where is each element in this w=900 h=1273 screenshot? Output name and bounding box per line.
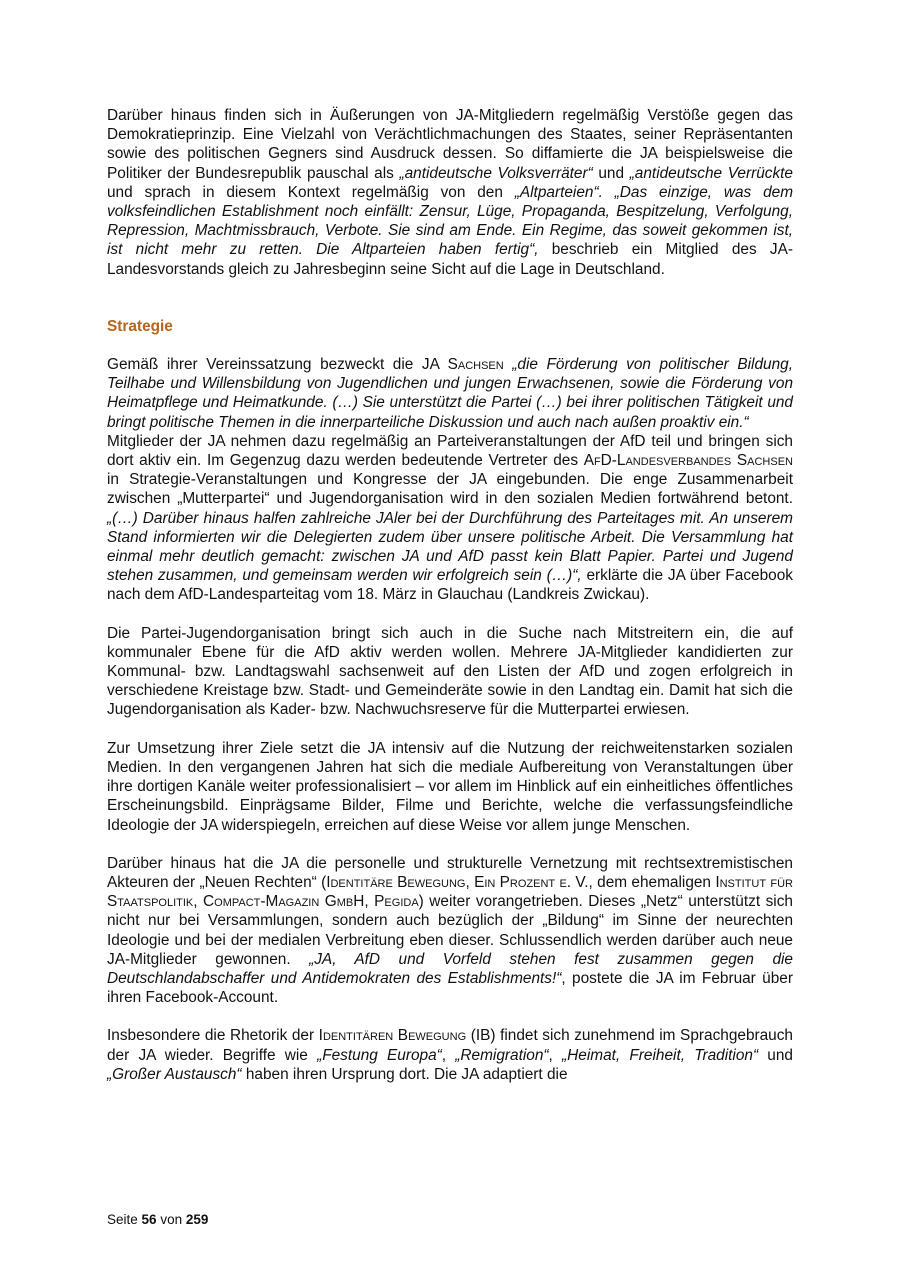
page-body (107, 106, 793, 1084)
paragraph-democracy: Darüber hinaus finden sich in Äußerungen von JA-Mitgliedern regelmäßig Verstöße gegen das Demokratieprinzip. Eine Vielzahl von Verächtlichmachungen des Staates, seiner Repräsentanten sowie des politischen Gegners sind Ausdruck dessen. So diffamierte die JA beispielsweise die Politiker der Bundesrepublik pauschal als „antideutsche Volksverräter“ und „antideutsche Verrückte und sprach in diesem Kontext regelmäßig von den „Altparteien“. „Das einzige, was dem volksfeindlichen Establishment noch einfällt: Zensur, Lüge, Propaganda, Bespitzelung, Verfolgung, Repression, Machtmissbrauch, Verbote. Sie sind am Ende. Ein Regime, das soweit gekommen ist, ist nicht mehr zu retten. Die Altparteien haben fertig“, beschrieb ein Mitglied des JA-Landesvorstands gleich zu Jahresbeginn seine Sicht auf die Lage in Deutschland. (107, 107, 794, 278)
page-number-footer: Seite 56 von 259 (107, 1212, 209, 1227)
total-page-count: 259 (185, 1212, 209, 1227)
paragraph-party-events: Mitglieder der JA nehmen dazu regelmäßig an Parteiveranstaltungen der AfD teil und bringen sich dort aktiv ein. Im Gegenzug dazu werden bedeutende Vertreter des AfD-Landesverbandes Sachsen in Strategie-Veranstaltungen und Kongresse der JA eingebunden. Die enge Zusammenarbeit zwischen „Mutterpartei“ und Jugendorganisation wird in den sozialen Medien fortwährend betont. „(…) Darüber hinaus halfen zahlreiche JAler bei der Durchführung des Parteitages mit. An unserem Stand informierten wir die Delegierten zudem über unsere politische Arbeit. Die Versammlung hat einmal mehr deutlich gemacht: zwischen JA und AfD passt kein Blatt Papier. Partei und Jugend stehen zusammen, und gemeinsam werden wir erfolgreich sein (…)“, erklärte die JA über Facebook nach dem AfD-Landesparteitag vom 18. März in Glauchau (Landkreis Zwickau). (107, 432, 793, 604)
paragraph-social-media: Zur Umsetzung ihrer Ziele setzt die JA intensiv auf die Nutzung der reichweitenstarken sozialen Medien. In den vergangenen Jahren hat sich die mediale Aufbereitung von Veranstaltungen über ihre dortigen Kanäle weiter professionalisiert – vor allem im Hinblick auf ein einheitliches öffentliches Erscheinungsbild. Einprägsame Bilder, Filme und Berichte, welche die verfassungsfeindliche Ideologie der JA widerspiegeln, erreichen auf diese Weise vor allem junge Menschen. (107, 739, 793, 834)
paragraph-network: Darüber hinaus hat die JA die personelle und strukturelle Vernetzung mit rechtsextremistischen Akteuren der „Neuen Rechten“ (Identitäre Bewegung, Ein Prozent e. V., dem ehemaligen Institut für Staatspolitik, Compact-Magazin GmbH, Pegida) weiter vorangetrieben. Dieses „Netz“ unterstützt sich nicht nur bei Versammlungen, sondern auch bezüglich der „Bildung“ im Sinne der neurechten Ideologie und bei der medialen Verbreitung eben dieser. Schlussendlich werden darüber auch neue JA-Mitglieder gewonnen. „JA, AfD und Vorfeld stehen fest zusammen gegen die Deutschlandabschaffer und Antidemokraten des Establishments!“, postete die JA im Februar über ihren Facebook-Account. (107, 854, 793, 1007)
section-heading-strategie: Strategie (107, 317, 173, 335)
paragraph-rhetoric: Insbesondere die Rhetorik der Identitären Bewegung (IB) findet sich zunehmend im Sprachgebrauch der JA wieder. Begriffe wie „Festung Europa“, „Remigration“, „Heimat, Freiheit, Tradition“ und „Großer Austausch“ haben ihren Ursprung dort. Die JA adaptiert die (107, 1027, 793, 1083)
paragraph-candidates: Die Partei-Jugendorganisation bringt sich auch in die Suche nach Mitstreitern ein, die auf kommunaler Ebene für die AfD aktiv werden wollen. Mehrere JA-Mitglieder kandidierten zur Kommunal- bzw. Landtagswahl sachsenweit auf den Listen der AfD und zogen erfolgreich in verschiedene Kreistage bzw. Stadt- und Gemeinderäte sowie in den Landtag ein. Damit hat sich die Jugendorganisation als Kader- bzw. Nachwuchsreserve für die Mutterpartei erwiesen. (107, 624, 793, 719)
paragraph-statute: Gemäß ihrer Vereinssatzung bezweckt die JA Sachsen „die Förderung von politischer Bildung, Teilhabe und Willensbildung von Jugendlichen und jungen Erwachsenen, sowie die Förderung von Heimatpflege und Heimatkunde. (…) Sie unterstützt die Partei (…) bei ihrer politischen Tätigkeit und bringt politische Themen in die innerparteiliche Diskussion und auch nach außen proaktiv ein.“ (107, 356, 793, 431)
current-page-number: 56 (141, 1212, 157, 1227)
